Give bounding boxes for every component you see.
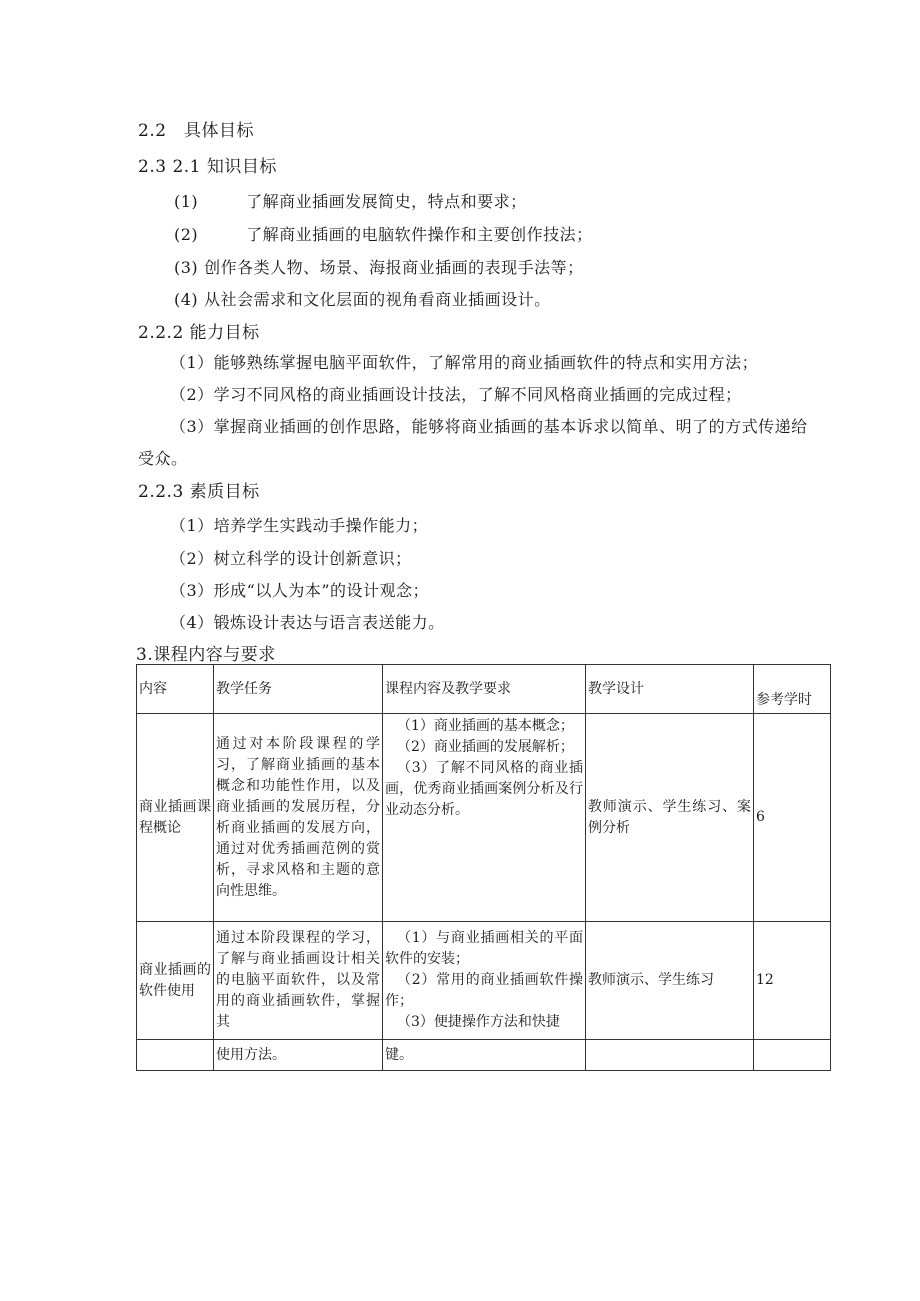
requirement-item: （3）便捷操作方法和快捷 xyxy=(397,1014,560,1030)
quality-item: （3）形成“以人为本”的设计观念； xyxy=(170,581,430,600)
section-heading-knowledge: 2.3 2.1 知识目标 xyxy=(138,157,277,177)
section-heading-ability: 2.2.2 能力目标 xyxy=(138,323,260,343)
design-cell xyxy=(586,1040,754,1071)
requirement-item: （3）了解不同风格的商业插画，优秀商业插画案例分析及行业动态分析。 xyxy=(385,760,583,818)
requirement-item: （1）商业插画的基本概念； xyxy=(397,718,574,734)
requirement-item: （2）商业插画的发展解析； xyxy=(397,739,574,755)
task-cell: 通过本阶段课程的学习，了解与商业插画设计相关的电脑平面软件，以及常用的商业插画软件，掌握其 xyxy=(214,922,383,1040)
table-row xyxy=(137,922,831,1040)
header-cell: 教学任务 xyxy=(214,665,383,714)
section-heading-course-content: 3.课程内容与要求 xyxy=(136,645,276,665)
content-cell xyxy=(137,1040,214,1071)
table-row-continuation xyxy=(137,1040,831,1071)
content-cell: 商业插画的软件使用 xyxy=(137,922,214,1040)
header-cell: 教学设计 xyxy=(586,665,754,714)
ability-item: （3）掌握商业插画的创作思路，能够将商业插画的基本诉求以简单、明了的方式传递给 xyxy=(170,417,808,436)
knowledge-item: (4) 从社会需求和文化层面的视角看商业插画设计。 xyxy=(174,290,551,309)
table-row xyxy=(137,714,831,922)
requirement-item: （1）与商业插画相关的平面软件的安装； xyxy=(385,930,583,967)
task-cell: 使用方法。 xyxy=(214,1040,383,1071)
requirement-cell: 键。 xyxy=(383,1040,586,1071)
ability-item: （1）能够熟练掌握电脑平面软件，了解常用的商业插画软件的特点和实用方法； xyxy=(170,353,759,372)
knowledge-item: (2) 了解商业插画的电脑软件操作和主要创作技法； xyxy=(174,225,593,244)
requirement-cell xyxy=(383,922,586,1040)
quality-item: （2）树立科学的设计创新意识； xyxy=(170,549,412,568)
ability-item-wrap: 受众。 xyxy=(138,449,188,468)
quality-item: （1）培养学生实践动手操作能力； xyxy=(170,516,429,535)
section-heading-quality: 2.2.3 素质目标 xyxy=(138,482,260,502)
course-content-table xyxy=(136,664,831,1071)
quality-item: （4）锻炼设计表达与语言表送能力。 xyxy=(170,613,445,632)
ability-item: （2）学习不同风格的商业插画设计技法，了解不同风格商业插画的完成过程； xyxy=(170,385,742,404)
hours-cell: 6 xyxy=(754,714,831,922)
hours-cell xyxy=(754,1040,831,1071)
section-heading-2-2: 2.2 具体目标 xyxy=(138,121,255,141)
header-cell: 课程内容及教学要求 xyxy=(383,665,586,714)
task-cell: 通过对本阶段课程的学习，了解商业插画的基本概念和功能性作用，以及商业插画的发展历程，分析商业插画的发展方向，通过对优秀插画范例的赏析，寻求风格和主题的意向性思维。 xyxy=(214,714,383,922)
table-header-row xyxy=(137,665,831,714)
design-cell: 教师演示、学生练习、案例分析 xyxy=(586,714,754,922)
requirement-item: （2）常用的商业插画软件操作； xyxy=(385,972,583,1009)
hours-cell: 12 xyxy=(754,922,831,1040)
content-cell: 商业插画课程概论 xyxy=(137,714,214,922)
design-cell: 教师演示、学生练习 xyxy=(586,922,754,1040)
header-cell: 内容 xyxy=(137,665,214,714)
knowledge-item: (3) 创作各类人物、场景、海报商业插画的表现手法等； xyxy=(174,258,584,277)
header-cell: 参考学时 xyxy=(754,665,831,714)
knowledge-item: (1) 了解商业插画发展简史，特点和要求； xyxy=(174,192,527,211)
requirement-cell xyxy=(383,714,586,922)
